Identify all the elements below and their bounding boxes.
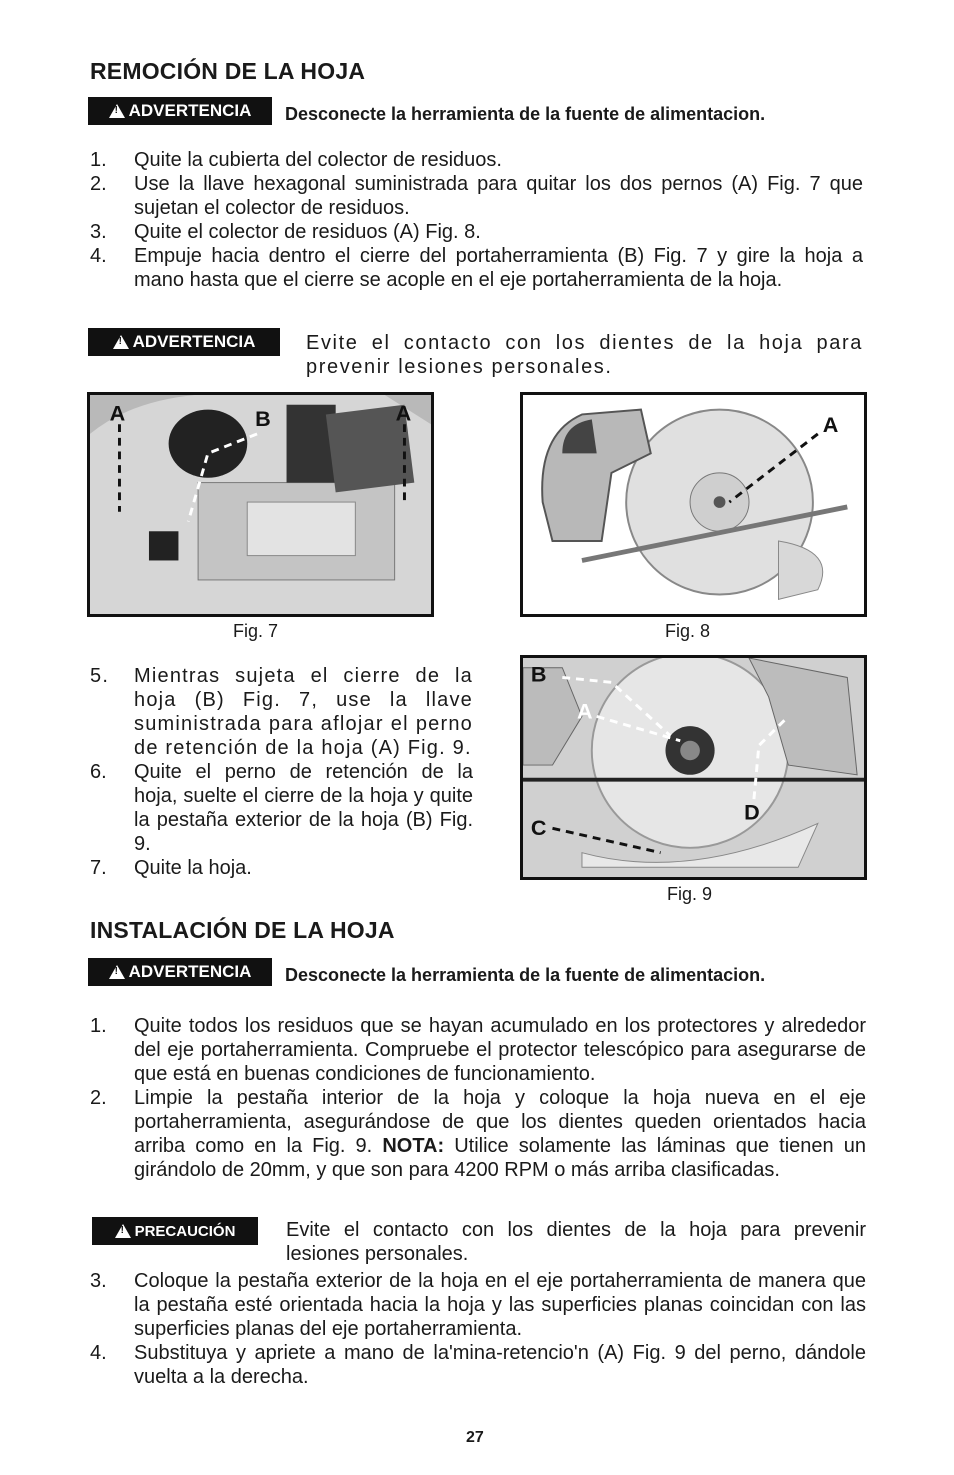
figure-label: A bbox=[822, 413, 839, 437]
warning-text: Evite el contacto con los dientes de la hoja para prevenir lesiones personales. bbox=[306, 332, 863, 378]
list-item: 4. Empuje hacia dentro el cierre del portaherramienta (B) Fig. 7 y gire la hoja a mano hasta que el cierre se acople en el eje portaherramienta de la hoja. bbox=[90, 245, 863, 291]
figure-7-caption: Fig. 7 bbox=[233, 621, 279, 641]
list-item: 4. Substituya y apriete a mano de la'mina-retencio'n (A) Fig. 9 del perno, dándole vuelta a la derecha. bbox=[90, 1342, 866, 1388]
caution-text: Evite el contacto con los dientes de la hoja para prevenir lesiones personales. bbox=[286, 1219, 866, 1265]
list-item: 1. Quite la cubierta del colector de residuos. bbox=[90, 149, 502, 171]
list-item: 3. Quite el colector de residuos (A) Fig. 8. bbox=[90, 221, 481, 243]
figure-label: B bbox=[530, 662, 547, 687]
figure-8-image bbox=[520, 392, 867, 617]
caution-triangle-icon bbox=[115, 1224, 131, 1238]
figure-label: A bbox=[395, 401, 412, 426]
warning-text: Desconecte la herramienta de la fuente de alimentacion. bbox=[285, 104, 766, 124]
figure-7-image bbox=[87, 392, 434, 617]
install-steps-list bbox=[90, 1014, 866, 1182]
warning-badge-label: ADVERTENCIA bbox=[128, 101, 252, 120]
list-item: 7. Quite la hoja. bbox=[90, 857, 252, 879]
note-label: NOTA: bbox=[382, 1135, 445, 1157]
warning-triangle-icon bbox=[113, 335, 129, 349]
warning-triangle-icon bbox=[109, 104, 125, 118]
warning-text: Desconecte la herramienta de la fuente de alimentacion. bbox=[285, 965, 766, 985]
figure-8-caption: Fig. 8 bbox=[665, 621, 711, 641]
page-number: 27 bbox=[466, 1429, 484, 1446]
figure-label: C bbox=[530, 816, 547, 841]
caution-badge-label: PRECAUCIÓN bbox=[134, 1222, 236, 1240]
removal-steps-list bbox=[90, 148, 863, 292]
list-item: 2. Use la llave hexagonal suministrada para quitar los dos pernos (A) Fig. 7 que sujetan el colector de residuos. bbox=[90, 173, 863, 219]
warning-triangle-icon bbox=[109, 965, 125, 979]
list-item: 6. Quite el perno de retención de la hoja, suelte el cierre de la hoja y quite la pestaña exterior de la hoja (B) Fig. 9. bbox=[90, 761, 473, 855]
section-title-removal: REMOCIÓN DE LA HOJA bbox=[90, 58, 366, 84]
figure-label: A bbox=[109, 401, 126, 426]
install-steps-list-2 bbox=[90, 1269, 866, 1389]
list-item: 1. Quite todos los residuos que se hayan acumulado en los protectores y alrededor del eje portaherramienta. Compruebe el protector telescópico para asegurarse de que está en buenas condiciones de funcionamiento. bbox=[90, 1015, 866, 1085]
warning-badge bbox=[88, 97, 272, 125]
figure-label: D bbox=[744, 800, 760, 825]
caution-badge bbox=[92, 1217, 258, 1245]
warning-badge bbox=[88, 958, 272, 986]
figure-label: B bbox=[255, 407, 271, 432]
section-title-install: INSTALACIÓN DE LA HOJA bbox=[90, 917, 395, 943]
removal-steps-list-2 bbox=[90, 664, 473, 880]
figure-9-image bbox=[520, 655, 867, 880]
warning-badge-label: ADVERTENCIA bbox=[128, 962, 252, 981]
figure-9-caption: Fig. 9 bbox=[667, 884, 713, 904]
list-item: 3. Coloque la pestaña exterior de la hoja en el eje portaherramienta de manera que la pestaña esté orientada hacia la hoja y las superficies planas coincidan con las superficies planas del eje portaherramienta. bbox=[90, 1270, 866, 1340]
warning-badge-label: ADVERTENCIA bbox=[132, 332, 256, 351]
figure-label: A bbox=[577, 699, 593, 724]
list-item: 5. Mientras sujeta el cierre de la hoja (B) Fig. 7, use la llave suministrada para aflojar el perno de retención de la hoja (A) Fig. 9. bbox=[90, 665, 473, 759]
list-item: 2. Limpie la pestaña interior de la hoja y coloque la hoja nueva en el eje portaherramienta, asegurándose de que los dientes queden orientados hacia arriba como en la Fig. 9. NOTA: Utilice solamente las láminas que tienen un girándolo de 20mm, y que son para 4200 RPM o más arriba clasificadas. bbox=[90, 1087, 866, 1181]
warning-badge bbox=[88, 328, 280, 356]
